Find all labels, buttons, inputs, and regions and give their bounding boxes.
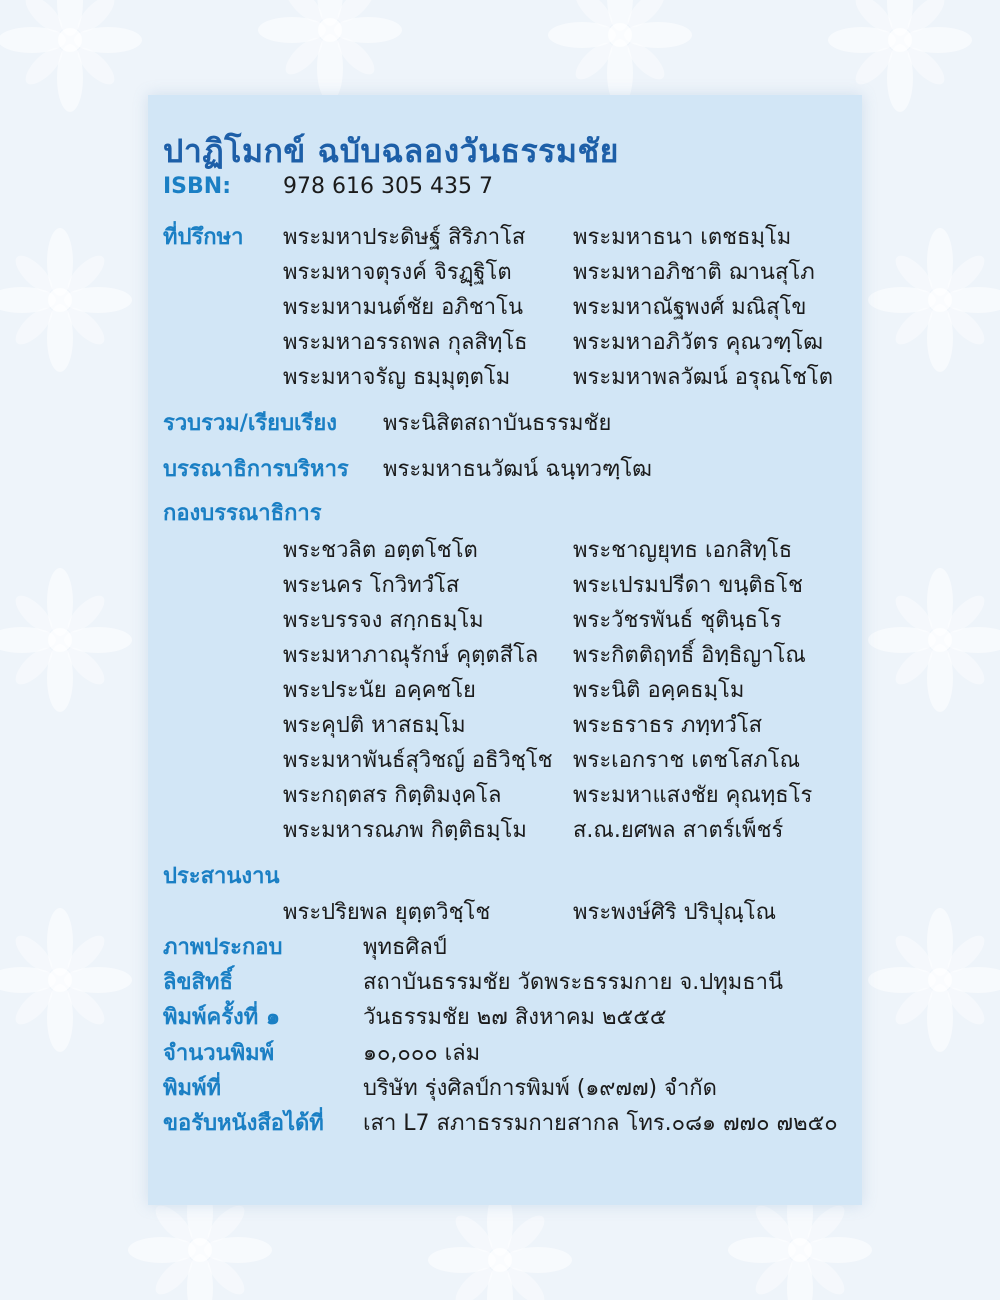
advisors-label: ที่ปรึกษา: [163, 225, 244, 250]
editor-name: พระมหารณภพ กิตฺติธมฺโม: [283, 818, 527, 843]
copyright-value: สถาบันธรรมชัย วัดพระธรรมกาย จ.ปทุมธานี: [363, 970, 784, 995]
advisor-name: พระมหาอภิวัตร คุณวฑฺโฒ: [573, 330, 824, 355]
illustration-label: ภาพประกอบ: [163, 935, 283, 960]
obtain-book-value: เสา L7 สภาธรรมกายสากล โทร.๐๘๑ ๗๗๐ ๗๒๕๐: [363, 1111, 838, 1136]
advisor-name: พระมหาอรรถพล กุลสิทฺโธ: [283, 330, 528, 355]
editor-name: พระวัชรพันธ์ ชุตินฺธโร: [573, 608, 782, 633]
editor-name: พระคุปติ หาสธมฺโม: [283, 713, 466, 738]
coordinator-name: พระพงษ์ศิริ ปริปุณฺโณ: [573, 900, 777, 925]
first-print-label: พิมพ์ครั้งที่ ๑: [163, 1005, 280, 1030]
editor-name: พระนคร โกวิทวํโส: [283, 573, 460, 598]
editor-name: พระบรรจง สกฺกธมฺโม: [283, 608, 484, 633]
editor-name: พระชาญยุทธ เอกสิทฺโธ: [573, 538, 793, 563]
illustration-value: พุทธศิลป์: [363, 935, 447, 960]
editorial-board-label: กองบรรณาธิการ: [163, 501, 322, 526]
book-title: ปาฏิโมกข์ ฉบับฉลองวันธรรมชัย: [163, 132, 619, 170]
managing-editor-label: บรรณาธิการบริหาร: [163, 457, 349, 482]
copyright-label: ลิขสิทธิ์: [163, 970, 233, 995]
printer-value: บริษัท รุ่งศิลป์การพิมพ์ (๑๙๗๗) จำกัด: [363, 1076, 717, 1101]
first-print-value: วันธรรมชัย ๒๗ สิงหาคม ๒๕๕๕: [363, 1005, 667, 1030]
editor-name: พระเปรมปรีดา ขนฺติธโช: [573, 573, 803, 598]
compiled-label: รวบรวม/เรียบเรียง: [163, 411, 338, 436]
editor-name: พระมหาภาณุรักษ์ คุตฺตสีโล: [283, 643, 539, 668]
advisor-name: พระมหาจตุรงค์ จิรฏฺฐิโต: [283, 260, 512, 285]
advisor-name: พระมหาประดิษฐ์ สิริภาโส: [283, 225, 526, 250]
advisor-name: พระมหาธนา เตชธมฺโม: [573, 225, 792, 250]
advisor-name: พระมหาพลวัฒน์ อรุณโชโต: [573, 365, 834, 390]
editor-name: พระนิติ อคฺคธมฺโม: [573, 678, 745, 703]
editor-name: พระเอกราช เตชโสภโณ: [573, 748, 800, 773]
print-quantity-label: จำนวนพิมพ์: [163, 1041, 275, 1066]
editor-name: ส.ณ.ยศพล สาตร์เพ็ชร์: [573, 818, 784, 843]
coordination-label: ประสานงาน: [163, 864, 280, 889]
print-quantity-value: ๑๐,๐๐๐ เล่ม: [363, 1041, 481, 1066]
editor-name: พระกฤตสร กิตฺติมงฺคโล: [283, 783, 502, 808]
editor-name: พระกิตติฤทธิ์ อิทฺธิญาโณ: [573, 643, 806, 668]
compiled-value: พระนิสิตสถาบันธรรมชัย: [383, 411, 612, 436]
advisor-name: พระมหาณัฐพงศ์ มณิสุโข: [573, 295, 807, 320]
isbn-label: ISBN:: [163, 174, 232, 199]
editor-name: พระชวลิต อตฺตโชโต: [283, 538, 478, 563]
editor-name: พระประนัย อคฺคชโย: [283, 678, 476, 703]
advisor-name: พระมหาอภิชาติ ฌานสุโภ: [573, 260, 815, 285]
coordinator-name: พระปริยพล ยุตฺตวิชฺโช: [283, 900, 491, 925]
printer-label: พิมพ์ที่: [163, 1076, 222, 1101]
editor-name: พระมหาแสงชัย คุณทฺธโร: [573, 783, 813, 808]
managing-editor-value: พระมหาธนวัฒน์ ฉนฺทวฑฺโฒ: [383, 457, 653, 482]
advisor-name: พระมหาจรัญ ธมฺมุตฺตโม: [283, 365, 511, 390]
editor-name: พระมหาพันธ์สุวิชญ์ อธิวิชฺโช: [283, 748, 553, 773]
obtain-book-label: ขอรับหนังสือได้ที่: [163, 1111, 324, 1136]
advisor-name: พระมหามนต์ชัย อภิชาโน: [283, 295, 523, 320]
isbn-value: 978 616 305 435 7: [283, 174, 493, 199]
editor-name: พระธราธร ภทฺทวํโส: [573, 713, 763, 738]
